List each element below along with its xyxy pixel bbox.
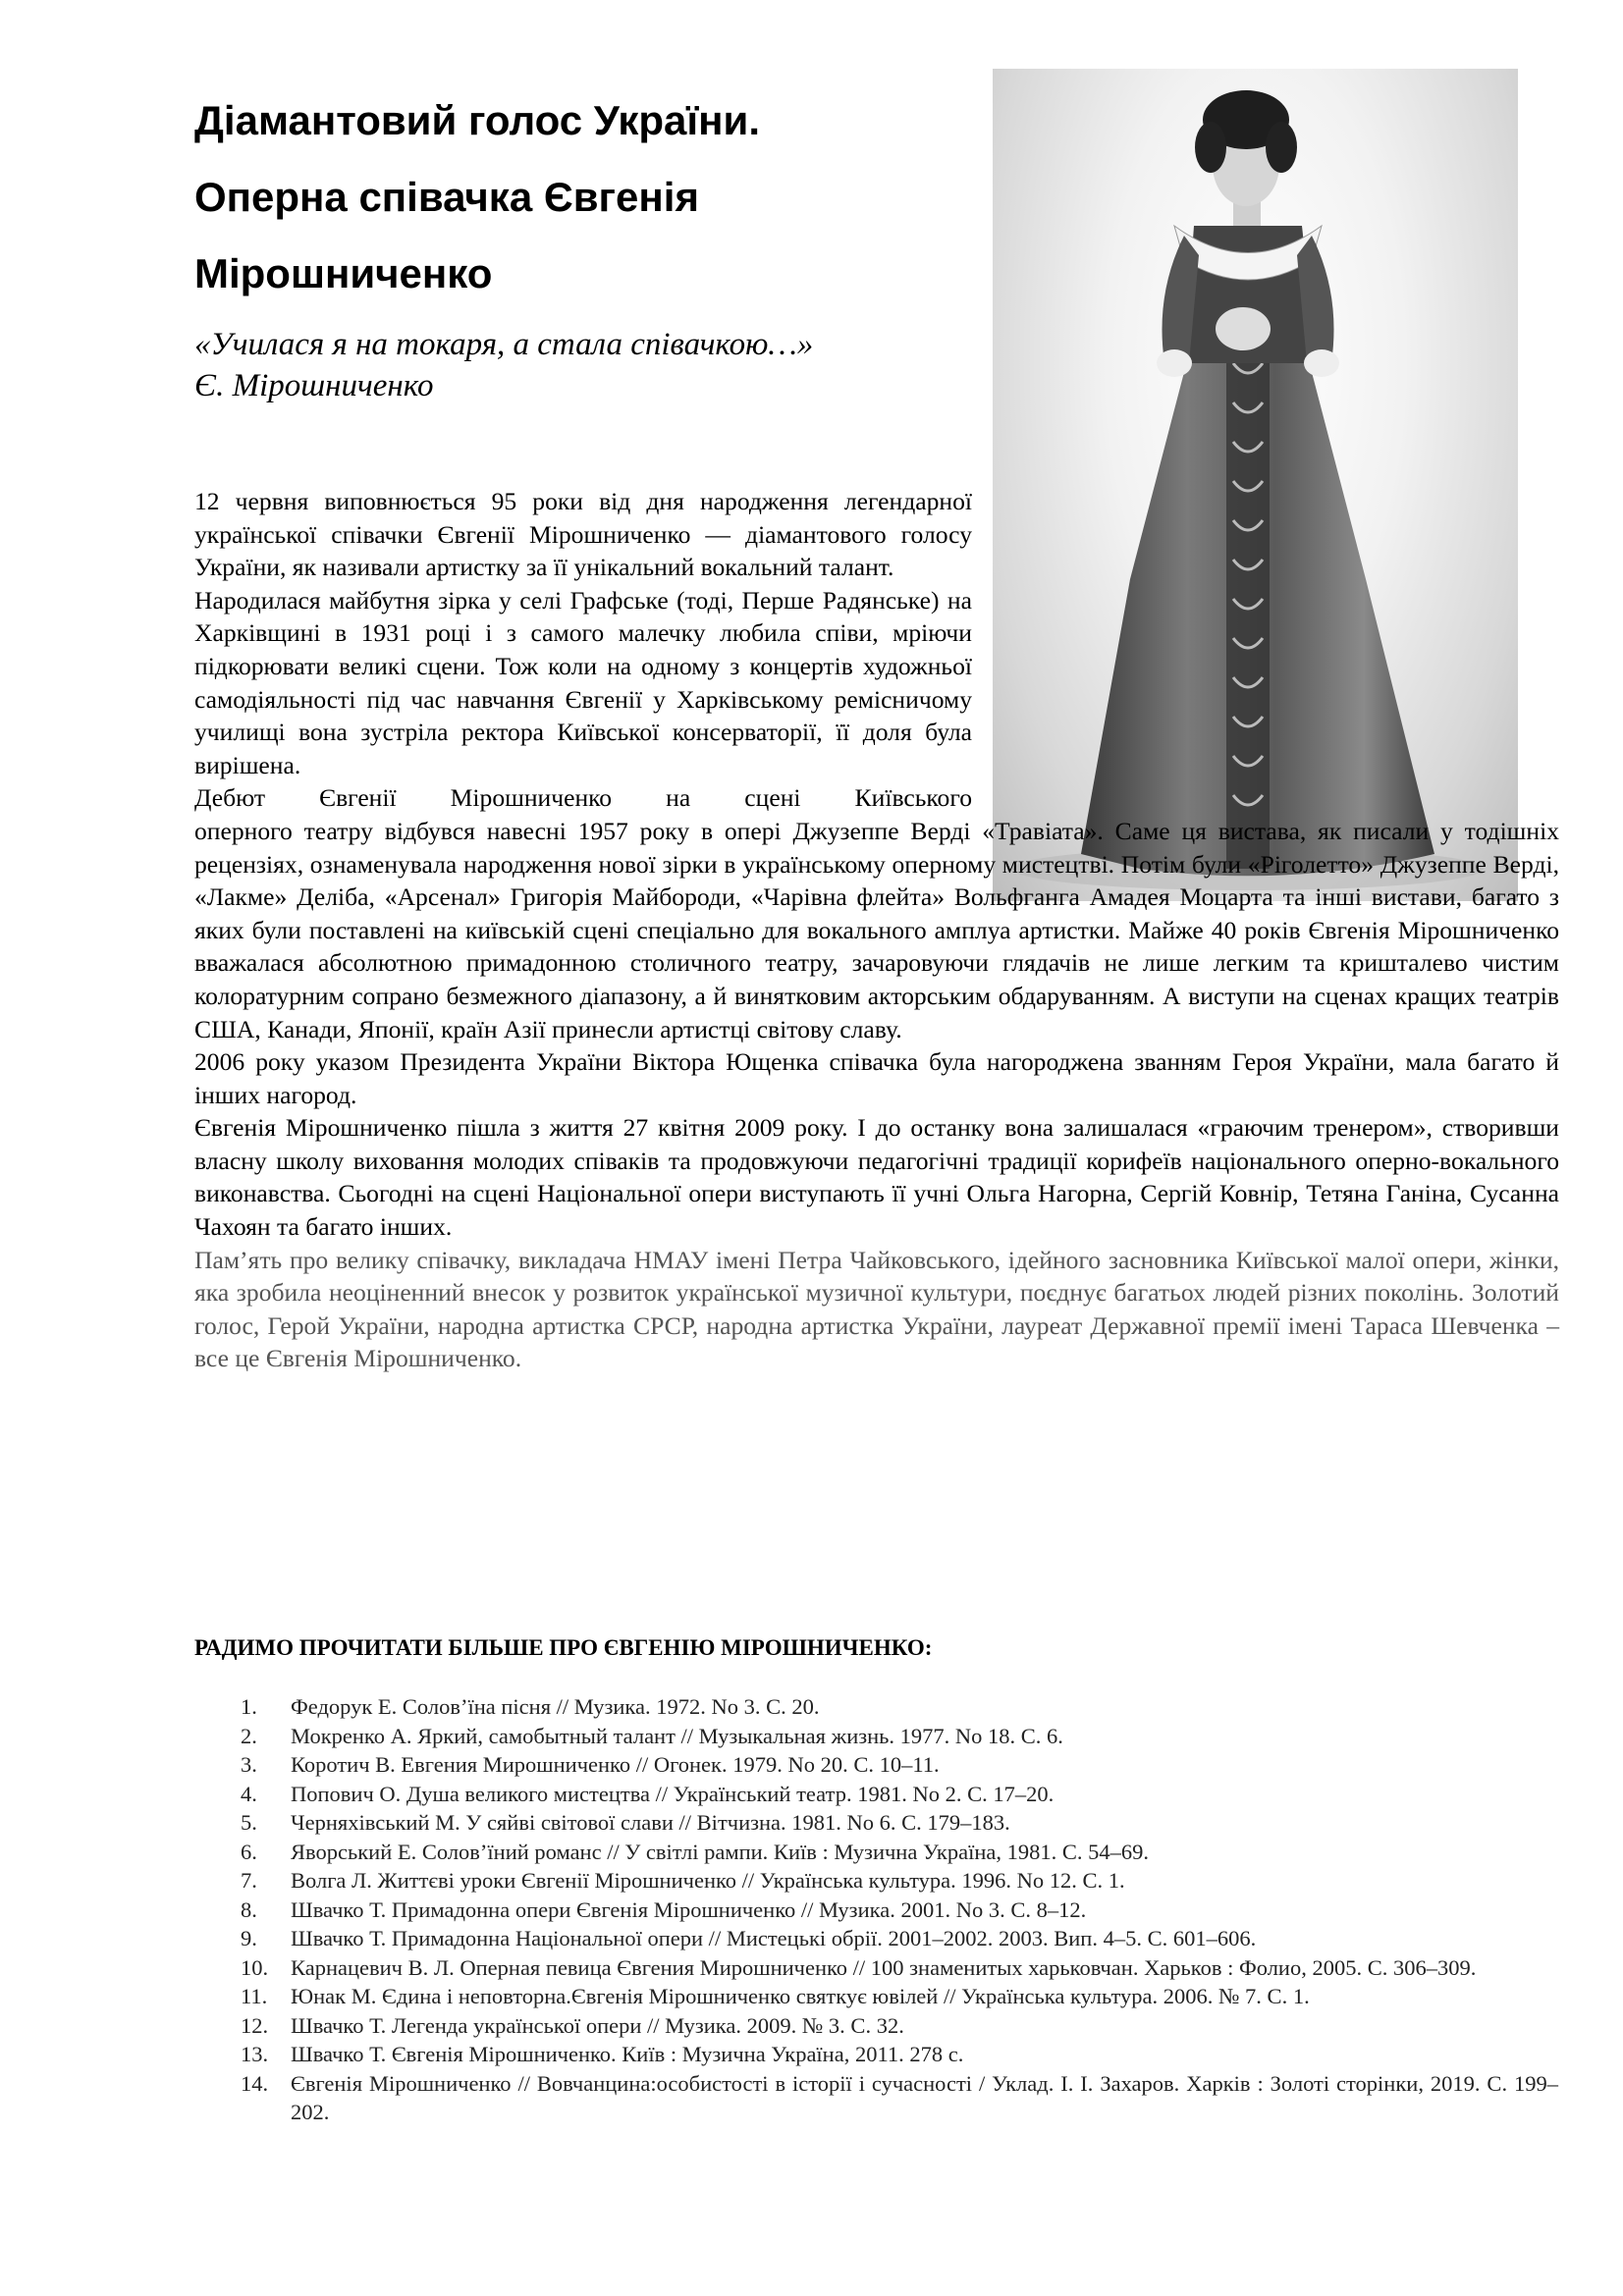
references-heading: РАДИМО ПРОЧИТАТИ БІЛЬШЕ ПРО ЄВГЕНІЮ МІРОШНИЧЕНКО: xyxy=(194,1635,933,1660)
list-item: 9. Швачко Т. Примадонна Національної опери // Мистецькі обрії. 2001–2002. 2003. Вип. 4–5. С. 601–606. xyxy=(241,1926,1257,1950)
epigraph-quote: «Училася я на токаря, а стала співачкою…» xyxy=(194,327,814,362)
paragraph-2: Народилася майбутня зірка у селі Графське (тоді, Перше Радянське) на Харківщині в 1931 році і з самого малечку любила співи, мріючи підкорювати великі сцени. Тож коли на одному з концертів художньої самодіяльності під час навчання Євгенії у Харківському ремісничому училищі вона зустріла ректора Київської консерваторії, її доля була вирішена. xyxy=(194,585,972,779)
title-line-2: Оперна співачка Євгенія xyxy=(194,174,699,220)
list-item: 10. Карнацевич В. Л. Оперная певица Євгения Мирошниченко // 100 знаменитых харьковчан. Харьков : Фолио, 2005. С. 306–309. xyxy=(241,1954,1477,1980)
epigraph-author: Є. Мірошниченко xyxy=(194,368,434,403)
page-title xyxy=(194,82,980,312)
list-item: 4. Попович О. Душа великого мистецтва // Український театр. 1981. No 2. С. 17–20. xyxy=(241,1781,1055,1806)
references-list xyxy=(241,1692,1558,2127)
list-item: 3. Коротич В. Евгения Мирошниченко // Огонек. 1979. No 20. С. 10–11. xyxy=(241,1752,940,1777)
title-line-3: Мірошниченко xyxy=(194,250,493,296)
list-item: 14. Євгенія Мірошниченко // Вовчанцина:особистості в історії і сучасності / Уклад. І. І. Захаров. Харків : Золоті сторінки, 2019. С. 199–202. xyxy=(241,2070,1558,2124)
list-item: 6. Яворський Е. Солов’їний романс // У світлі рампи. Київ : Музична Україна, 1981. С. 54–69. xyxy=(241,1839,1149,1864)
paragraph-1: 12 червня виповнюється 95 роки від дня народження легендарної української співачки Євгенії Мірошниченко — діамантового голосу України, як називали артистку за її унікальний вокальний талант. xyxy=(194,487,972,582)
paragraph-3-continued: оперного театру відбувся навесні 1957 року в опері Джузеппе Верді «Травіата». Саме ця вистава, як писали у тодішніх рецензіях, ознаменувала народження нової зірки в українському оперному мистецтві. Потім були «Ріголетто» Джузеппе Верді, «Лакме» Деліба, «Арсенал» Григорія Майбороди, «Чарівна флейта» Вольфганга Амадея Моцарта та інші вистави, багато з яких були поставлені на київській сцені спеціально для вокального амплуа артистки. Майже 40 років Євгенія Мірошниченко вважалася абсолютною примадонною столичного театру, зачаровуючи глядачів не лише легким та кришталево чистим колоратурним сопрано безмежного діапазону, а й винятковим акторським обдаруванням. А виступи на сценах кращих театрів США, Канади, Японії, країн Азії принесли артистці світову славу. xyxy=(194,816,1559,1043)
list-item: 11. Юнак М. Єдина і неповторна.Євгенія Мірошниченко святкує ювілей // Українська культура. 2006. № 7. С. 1. xyxy=(241,1984,1310,2008)
list-item: 12. Швачко Т. Легенда української опери // Музика. 2009. № 3. С. 32. xyxy=(241,2012,904,2038)
list-item: 5. Черняхівський М. У сяйві світової слави // Вітчизна. 1981. No 6. С. 179–183. xyxy=(241,1810,1010,1835)
title-line-1: Діамантовий голос України. xyxy=(194,97,761,143)
list-item: 8. Швачко Т. Примадонна опери Євгенія Мірошниченко // Музика. 2001. No 3. С. 8–12. xyxy=(241,1896,1087,1922)
list-item: 13. Швачко Т. Євгенія Мірошниченко. Київ : Музична Україна, 2011. 278 с. xyxy=(241,2042,964,2066)
list-item: 1. Федорук Е. Солов’їна пісня // Музика. 1972. No 3. С. 20. xyxy=(241,1694,820,1719)
paragraph-5: Євгенія Мірошниченко пішла з життя 27 квітня 2009 року. І до останку вона залишалася «граючим тренером», створивши власну школу виховання молодих співаків та продовжуючи педагогічні традиції корифеїв національного оперно-вокального виконавства. Сьогодні на сцені Національної опери виступають її учні Ольга Нагорна, Сергій Ковнір, Тетяна Ганіна, Сусанна Чахоян та багато інших. xyxy=(194,1113,1559,1242)
epigraph xyxy=(194,324,980,406)
paragraph-4: 2006 року указом Президента України Віктора Ющенка співачка була нагороджена званням Героя України, мала багато й інших нагород. xyxy=(194,1047,1559,1109)
paragraph-6: Пам’ять про велику співачку, викладача НМАУ імені Петра Чайковського, ідейного засновника Київської малої опери, жінки, яка зробила неоціненний внесок у розвиток української музичної культури, поєднує багатьох людей різних поколінь. Золотий голос, Герой України, народна артистка СРСР, народна артистка України, лауреат Державної премії імені Тараса Шевченка – все це Євгенія Мірошниченко. xyxy=(194,1245,1559,1373)
article-body xyxy=(194,485,1559,1375)
list-item: 7. Волга Л. Життєві уроки Євгенії Мірошниченко // Українська культура. 1996. No 12. С. 1. xyxy=(241,1868,1125,1893)
list-item: 2. Мокренко А. Яркий, самобытный талант // Музыкальная жизнь. 1977. No 18. С. 6. xyxy=(241,1723,1063,1748)
paragraph-3-start: Дебют Євгенії Мірошниченко на сцені Київського xyxy=(194,783,972,813)
